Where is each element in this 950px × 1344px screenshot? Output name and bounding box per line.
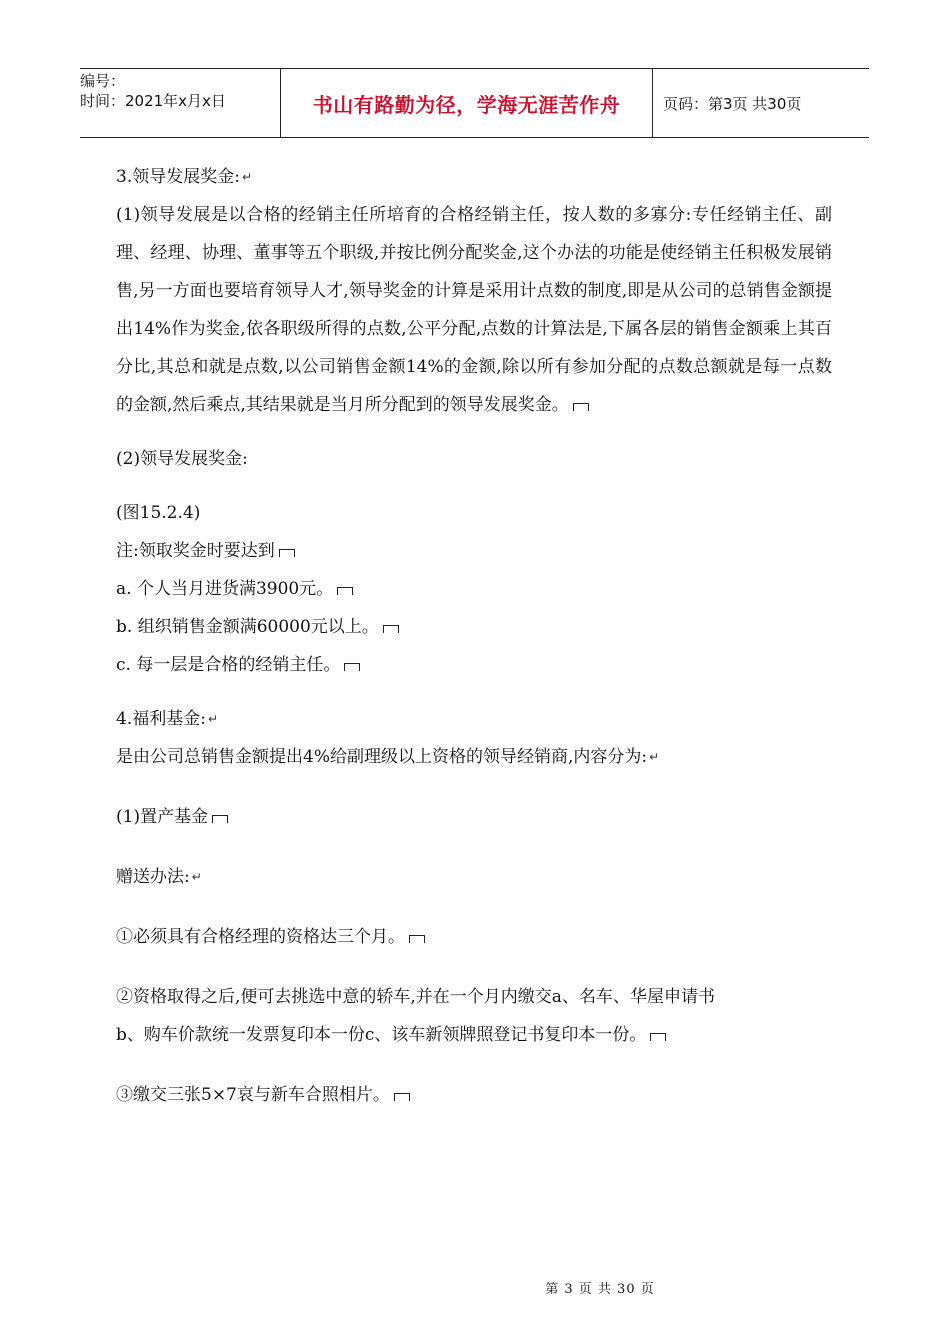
paragraph: (1)领导发展是以合格的经销主任所培育的合格经销主任，按人数的多寡分:专任经销主任、副理、经理、协理、董事等五个职级,并按比例分配奖金,这个办法的功能是使经销主任积极发展销售,另一方面也要培育领导人才,领导奖金的计算是采用计点数的制度,即是从公司的总销售金额提出14%作为奖金,依各职级所得的点数,公平分配,点数的计算法是,下属各层的销售金额乘上其百分比,其总和就是点数,以公司销售金额14%的金额,除以所有参加分配的点数总额就是每一点数的金额,然后乘点,其结果就是当月所分配到的领导发展奖金。 <box>116 205 832 415</box>
subsection-title: (2)领导发展奖金: <box>116 449 248 469</box>
newline-arrow-icon: ↵ <box>241 170 253 184</box>
footer-page-number: 第 3 页 共 30 页 <box>545 1282 655 1297</box>
section-title: 4.福利基金: ↵ <box>116 700 832 738</box>
header-page-info: 页码：第3页 共30页 <box>663 94 802 113</box>
paragraph-mark-icon <box>650 1033 666 1041</box>
document-body <box>116 158 832 1114</box>
doc-number-label: 编号： <box>80 72 126 90</box>
step-item: ①必须具有合格经理的资格达三个月。 <box>116 918 832 956</box>
list-item: b. 组织销售金额满60000元以上。 <box>116 608 832 646</box>
paragraph-mark-icon <box>409 935 425 943</box>
step-item-continuation: b、购车价款统一发票复印本一份c、该车新领牌照登记书复印本一份。 <box>116 1016 832 1054</box>
header-meta <box>80 69 280 137</box>
newline-arrow-icon: ↵ <box>191 870 202 884</box>
list-item: a. 个人当月进货满3900元。 <box>116 570 832 608</box>
paragraph: 是由公司总销售金额提出4%给副理级以上资格的领导经销商,内容分为: ↵ <box>116 738 832 776</box>
paragraph-mark-icon <box>344 663 360 671</box>
header-motto-cell <box>280 69 653 137</box>
step-item: ③缴交三张5×7哀与新车合照相片。 <box>116 1076 832 1114</box>
section-title: 3.领导发展奖金: ↵ <box>116 158 832 196</box>
subsection-title: (1)置产基金 <box>116 798 832 836</box>
figure-reference: (图15.2.4) <box>116 503 201 523</box>
doc-time-label: 时间：2021年x月x日 <box>80 92 226 110</box>
newline-arrow-icon: ↵ <box>649 750 660 764</box>
paragraph-mark-icon <box>573 403 589 411</box>
page-header <box>80 68 869 138</box>
method-heading: 赠送办法: ↵ <box>116 858 832 896</box>
paragraph-mark-icon <box>279 549 295 557</box>
paragraph-mark-icon <box>383 625 399 633</box>
paragraph-mark-icon <box>337 587 353 595</box>
newline-arrow-icon: ↵ <box>207 712 219 726</box>
header-motto: 书山有路勤为径，学海无涯苦作舟 <box>312 92 621 117</box>
paragraph-mark-icon <box>212 815 228 823</box>
paragraph-mark-icon <box>394 1093 410 1101</box>
page-footer <box>0 1278 950 1297</box>
note-text: 注:领取奖金时要达到 <box>116 532 832 570</box>
list-item: c. 每一层是合格的经销主任。 <box>116 646 832 684</box>
step-item: ②资格取得之后,便可去挑选中意的轿车,并在一个月内缴交a、名车、华屋申请书 <box>116 987 715 1007</box>
